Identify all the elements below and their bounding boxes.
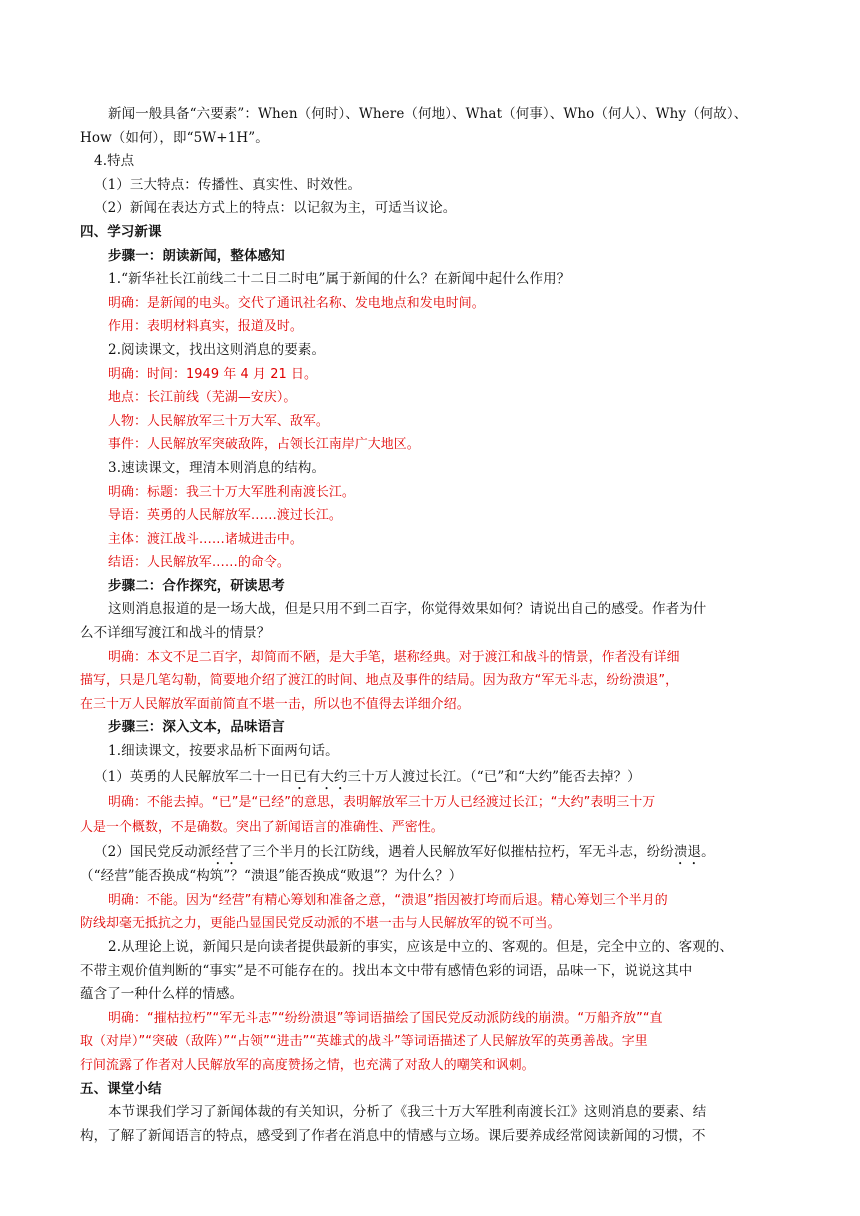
answer-4-line-3: 在三十万人民解放军面前简直不堪一击，所以也不值得去详细介绍。 [80,696,470,712]
sentence-1-emphasis-dayue: 大约 [320,768,348,785]
question-2: 2.阅读课文，找出这则消息的要素。 [108,341,326,358]
question-5: 1.细读课文，按要求品析下面两句话。 [108,743,339,760]
question-4-line-1: 这则消息报道的是一场大战，但是只用不到二百字，你觉得效果如何？请说出自己的感受。作者为什 [108,601,707,618]
section-heading-5: 五、课堂小结 [80,1080,162,1097]
sentence-1-text: 三十万人渡过长江。（“已”和“大约”能否去掉？） [347,768,641,785]
sentence-1 [80,764,786,790]
sentence-1-emphasis-yi: 已 [293,768,307,785]
feature-item-2: （2）新闻在表达方式上的特点：以记叙为主，可适当议论。 [94,200,457,217]
sentence-2-text: 了三个半月的长江防线，遇着人民解放军好似摧枯拉朽，军无斗志，纷纷 [238,844,674,861]
step-heading-1: 步骤一：朗读新闻，整体感知 [108,247,285,264]
question-6-line-2: 不带主观价值判断的“事实”是不可能存在的。找出本文中带有感情色彩的词语，品味一下，说说这其中 [80,962,693,979]
question-6-line-3: 蕴含了一种什么样的情感。 [80,986,244,1003]
answer-5-line-2: 人是一个概数，不是确数。突出了新闻语言的准确性、严密性。 [80,819,444,835]
answer-6-line-1: 明确：不能。因为“经营”有精心筹划和准备之意，“溃退”指因被打垮而后退。精心筹划三个半月的 [108,892,668,908]
sentence-2-question: （“经营”能否换成“构筑”？“溃退”能否换成“败退”？为什么？） [80,868,463,885]
answer-5-line-1: 明确：不能去掉。“已”是“已经”的意思，表明解放军三十万人已经渡过长江；“大约”表明三十万 [108,794,656,810]
answer-2-time: 明确：时间：1949 年 4 月 21 日。 [108,366,318,382]
question-6-line-1: 2.从理论上说，新闻只是向读者提供最新的事实，应该是中立的、客观的。但是，完全中立的、客观的、 [108,939,734,955]
step-heading-3: 步骤三：深入文本，品味语言 [108,719,285,736]
answer-4-line-1: 明确：本文不足二百字，却简而不陋，是大手笔，堪称经典。对于渡江和战斗的情景，作者没有详细 [108,649,680,665]
sentence-2-emphasis-jingying: 经营 [211,844,239,861]
document-page [80,103,786,1148]
heading-features: 4.特点 [94,153,135,170]
answer-3-ending: 结语：人民解放军……的命令。 [108,555,290,571]
sentence-1-text: （1）英勇的人民解放军二十一日 [94,768,294,785]
sentence-2-emphasis-kuitui: 溃退 [673,844,702,861]
feature-item-1: （1）三大特点：传播性、真实性、时效性。 [94,176,362,193]
sentence-2-text: （2）国民党反动派 [94,844,212,861]
question-1: 1.“新华社长江前线二十二日二时电”属于新闻的什么？在新闻中起什么作用？ [108,271,571,288]
answer-2-people: 人物：人民解放军三十万大军、敌军。 [108,413,329,429]
question-3: 3.速读课文，理清本则消息的结构。 [108,459,326,476]
answer-1-line-1: 明确：是新闻的电头。交代了通讯社名称、发电地点和发电时间。 [108,295,485,311]
answer-7-line-1: 明确：“摧枯拉朽”“军无斗志”“纷纷溃退”等词语描绘了国民党反动派防线的崩溃。“万船齐放”“直 [108,1010,663,1026]
section-heading-4: 四、学习新课 [80,223,162,240]
sentence-2 [80,839,786,865]
paragraph-six-elements-cont: How（如何），即“5W+1H”。 [80,129,269,146]
answer-3-title: 明确：标题：我三十万大军胜利南渡长江。 [108,484,355,500]
summary-line-1: 本节课我们学习了新闻体裁的有关知识，分析了《我三十万大军胜利南渡长江》这则消息的要素、结 [108,1104,707,1121]
answer-6-line-2: 防线却毫无抵抗之力，更能凸显国民党反动派的不堪一击与人民解放军的锐不可当。 [80,916,561,932]
sentence-1-text: 有 [306,768,321,785]
answer-4-line-2: 描写，只是几笔勾勒，简要地介绍了渡江的时间、地点及事件的结局。因为敌方“军无斗志，纷纷溃退”， [80,673,679,689]
answer-1-line-2: 作用：表明材料真实，报道及时。 [108,319,303,335]
answer-2-event: 事件：人民解放军突破敌阵，占领长江南岸广大地区。 [108,437,420,453]
question-4-line-2: 么不详细写渡江和战斗的情景？ [80,625,271,642]
answer-7-line-3: 行间流露了作者对人民解放军的高度赞扬之情，也充满了对敌人的嘲笑和讽刺。 [80,1057,535,1073]
answer-7-line-2: 取（对岸）”“突破（敌阵）”“占领”“进击”“英雄式的战斗”等词语描述了人民解放军的英勇善战。字里 [80,1034,648,1050]
paragraph-six-elements: 新闻一般具备“六要素”：When（何时）、Where（何地）、What（何事）、Who（何人）、Why（何故）、 [108,106,748,122]
step-heading-2: 步骤二：合作探究，研读思考 [108,577,285,594]
answer-3-lead: 导语：英勇的人民解放军……渡过长江。 [108,508,342,524]
summary-line-2: 构，了解了新闻语言的特点，感受到了作者在消息中的情感与立场。课后要养成经常阅读新闻的习惯，不 [80,1127,706,1144]
sentence-2-text: 。 [701,844,715,861]
answer-2-place: 地点：长江前线（芜湖—安庆）。 [108,390,297,406]
answer-3-body: 主体：渡江战斗……诸城进击中。 [108,531,303,547]
